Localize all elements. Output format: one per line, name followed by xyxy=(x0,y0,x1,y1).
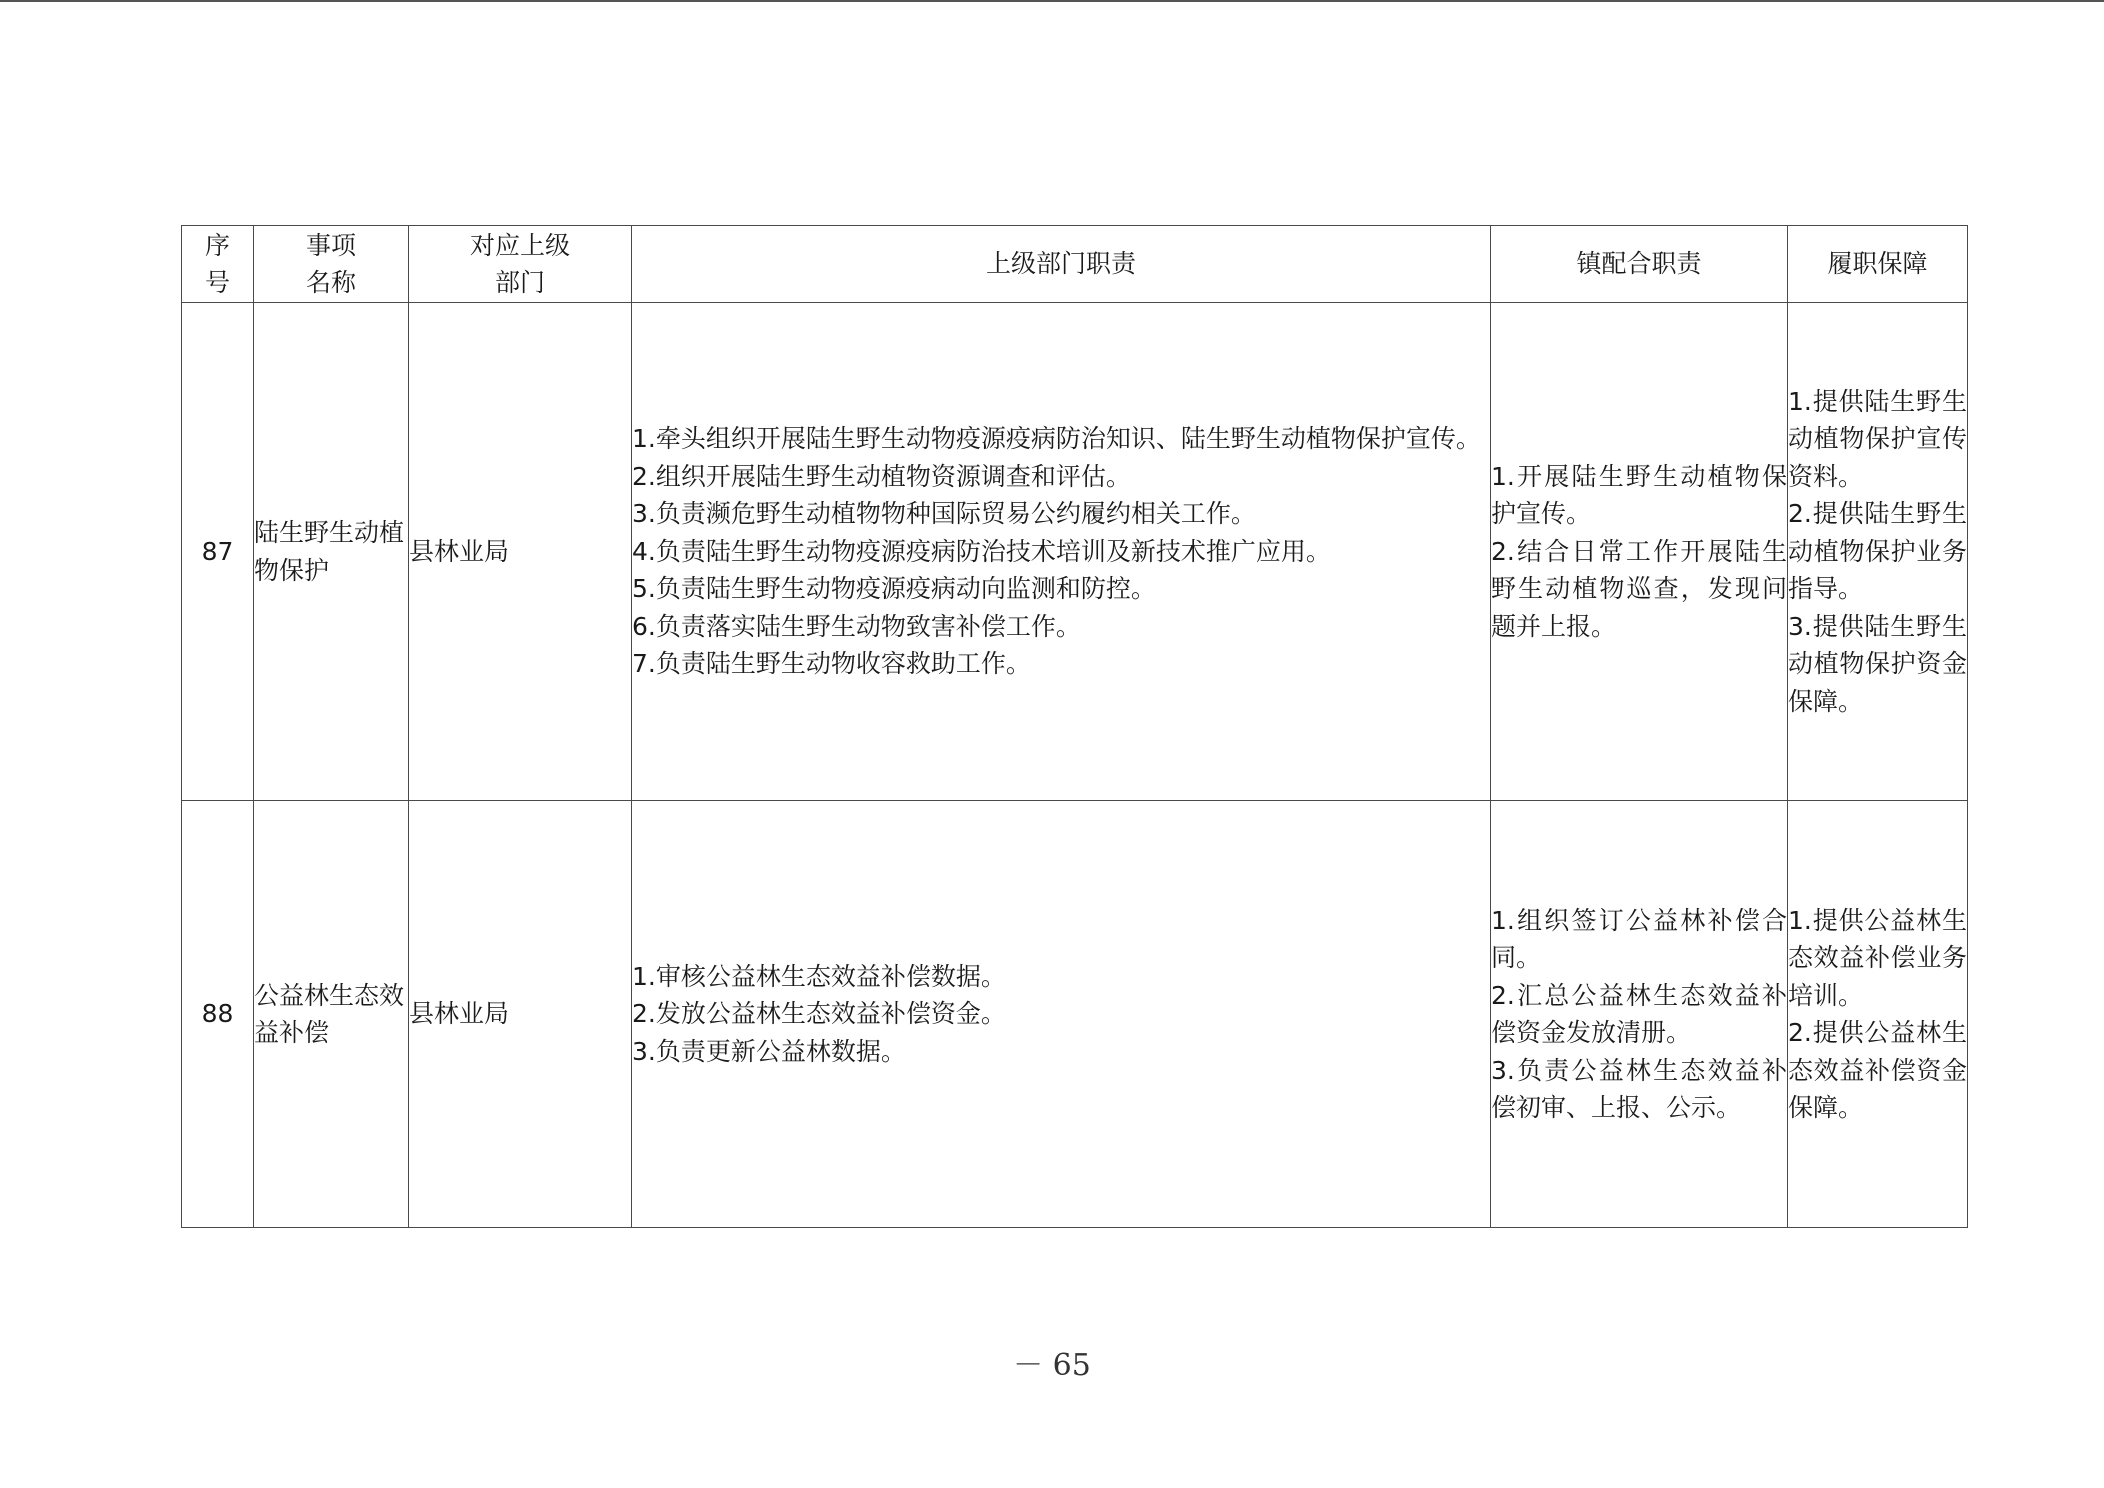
header-guarantee: 履职保障 xyxy=(1788,226,1968,303)
header-dept: 对应上级 部门 xyxy=(409,226,632,303)
duty-item: 3.负责濒危野生动植物物种国际贸易公约履约相关工作。 xyxy=(632,499,1256,529)
duty-item: 2.汇总公益林生态效益补偿资金发放清册。 xyxy=(1491,980,1787,1047)
duty-item: 6.负责落实陆生野生动物致害补偿工作。 xyxy=(632,611,1081,641)
cell-item-name: 陆生野生动植物保护 xyxy=(254,303,409,801)
duty-table xyxy=(181,225,1968,1228)
header-upper-duty: 上级部门职责 xyxy=(632,226,1491,303)
cell-no: 87 xyxy=(182,303,254,801)
duty-item: 1.提供公益林生态效益补偿业务培训。 xyxy=(1788,905,1967,1010)
cell-upper-duty xyxy=(632,801,1491,1228)
page-number: － 65 xyxy=(1013,1348,1091,1383)
duty-item: 1.组织签订公益林补偿合同。 xyxy=(1491,905,1787,972)
duty-item: 3.提供陆生野生动植物保护资金保障。 xyxy=(1788,611,1967,716)
cell-upper-duty xyxy=(632,303,1491,801)
duty-item: 2.发放公益林生态效益补偿资金。 xyxy=(632,999,1006,1029)
table-row xyxy=(182,303,1968,801)
duty-item: 2.提供公益林生态效益补偿资金保障。 xyxy=(1788,1018,1967,1122)
duty-item: 3.负责更新公益林数据。 xyxy=(632,1036,906,1066)
cell-town-duty xyxy=(1491,801,1788,1228)
duty-item: 1.提供陆生野生动植物保护宣传资料。 xyxy=(1788,386,1967,491)
duty-item: 1.牵头组织开展陆生野生动物疫源疫病防治知识、陆生野生动植物保护宣传。 xyxy=(632,424,1481,454)
duty-item: 2.组织开展陆生野生动植物资源调查和评估。 xyxy=(632,461,1131,491)
header-no: 序 号 xyxy=(182,226,254,303)
cell-no: 88 xyxy=(182,801,254,1228)
duty-item: 5.负责陆生野生动物疫源疫病动向监测和防控。 xyxy=(632,574,1156,604)
duty-item: 4.负责陆生野生动物疫源疫病防治技术培训及新技术推广应用。 xyxy=(632,536,1331,566)
page-top-rule xyxy=(0,0,2104,2)
table-header-row xyxy=(182,226,1968,303)
cell-item-name: 公益林生态效益补偿 xyxy=(254,801,409,1228)
cell-town-duty xyxy=(1491,303,1788,801)
duty-item: 7.负责陆生野生动物收容救助工作。 xyxy=(632,649,1031,679)
table-row xyxy=(182,801,1968,1228)
cell-guarantee xyxy=(1788,303,1968,801)
cell-dept: 县林业局 xyxy=(409,303,632,801)
duty-item: 2.结合日常工作开展陆生野生动植物巡查，发现问题并上报。 xyxy=(1491,536,1787,641)
duty-item: 1.开展陆生野生动植物保护宣传。 xyxy=(1491,461,1787,529)
duty-item: 2.提供陆生野生动植物保护业务指导。 xyxy=(1788,499,1967,604)
header-name: 事项 名称 xyxy=(254,226,409,303)
cell-guarantee xyxy=(1788,801,1968,1228)
header-town-duty: 镇配合职责 xyxy=(1491,226,1788,303)
duty-item: 3.负责公益林生态效益补偿初审、上报、公示。 xyxy=(1491,1055,1787,1122)
duty-item: 1.审核公益林生态效益补偿数据。 xyxy=(632,961,1006,991)
cell-dept: 县林业局 xyxy=(409,801,632,1228)
